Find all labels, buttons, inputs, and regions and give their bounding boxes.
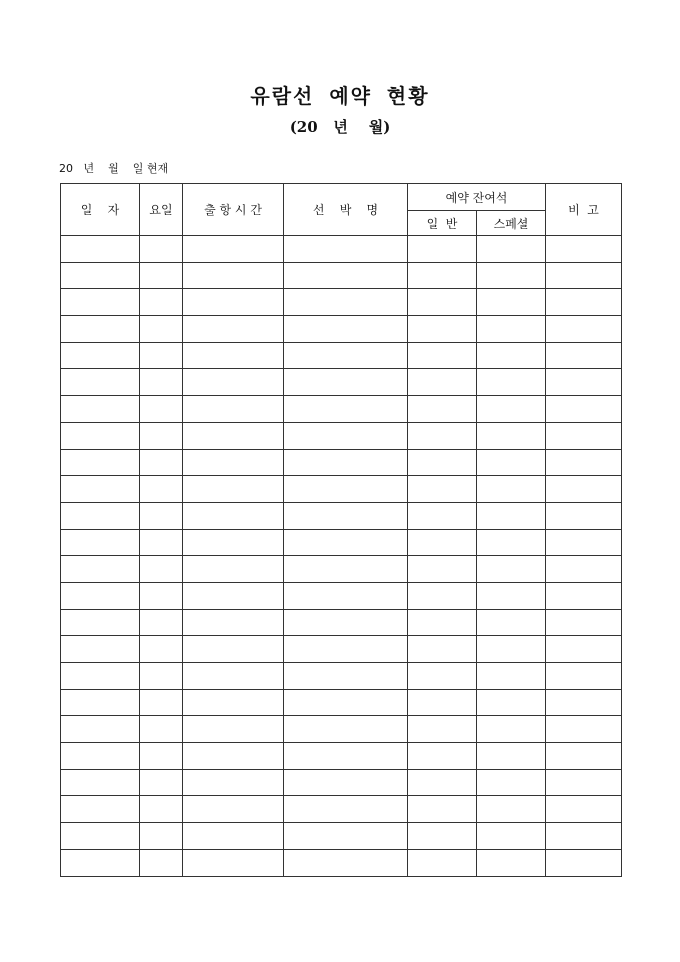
note-cell: [546, 369, 622, 396]
date-cell: [61, 609, 140, 636]
general-cell: [408, 342, 477, 369]
general-cell: [408, 663, 477, 690]
departure-cell: [183, 663, 284, 690]
special-cell: [477, 529, 546, 556]
table-row: [61, 689, 622, 716]
date-cell: [61, 716, 140, 743]
special-cell: [477, 796, 546, 823]
table-row: [61, 582, 622, 609]
date-cell: [61, 636, 140, 663]
general-cell: [408, 769, 477, 796]
note-cell: [546, 823, 622, 850]
vessel-cell: [284, 743, 408, 770]
table-row: [61, 396, 622, 423]
departure-cell: [183, 849, 284, 876]
header-departure-time: 출 항 시 간: [183, 184, 284, 236]
vessel-cell: [284, 849, 408, 876]
day-cell: [140, 289, 183, 316]
departure-cell: [183, 609, 284, 636]
general-cell: [408, 743, 477, 770]
table-body: [61, 236, 622, 877]
special-cell: [477, 823, 546, 850]
special-cell: [477, 369, 546, 396]
vessel-cell: [284, 609, 408, 636]
table-row: [61, 716, 622, 743]
date-cell: [61, 342, 140, 369]
vessel-cell: [284, 716, 408, 743]
special-cell: [477, 663, 546, 690]
departure-cell: [183, 289, 284, 316]
date-cell: [61, 262, 140, 289]
date-cell: [61, 582, 140, 609]
header-day: 요일: [140, 184, 183, 236]
day-cell: [140, 396, 183, 423]
special-cell: [477, 582, 546, 609]
departure-cell: [183, 396, 284, 423]
departure-cell: [183, 316, 284, 343]
page-title: 유람선 예약 현황: [250, 84, 430, 108]
note-cell: [546, 529, 622, 556]
table-row: [61, 369, 622, 396]
general-cell: [408, 396, 477, 423]
table-row: [61, 449, 622, 476]
departure-cell: [183, 636, 284, 663]
day-cell: [140, 529, 183, 556]
general-cell: [408, 502, 477, 529]
departure-cell: [183, 236, 284, 263]
note-cell: [546, 796, 622, 823]
date-cell: [61, 316, 140, 343]
date-cell: [61, 236, 140, 263]
day-cell: [140, 823, 183, 850]
vessel-cell: [284, 396, 408, 423]
day-cell: [140, 236, 183, 263]
general-cell: [408, 716, 477, 743]
reservation-table: [60, 183, 622, 877]
day-cell: [140, 449, 183, 476]
day-cell: [140, 582, 183, 609]
vessel-cell: [284, 316, 408, 343]
header-general: 일 반: [408, 211, 477, 236]
date-cell: [61, 849, 140, 876]
date-cell: [61, 663, 140, 690]
general-cell: [408, 556, 477, 583]
general-cell: [408, 422, 477, 449]
table-row: [61, 556, 622, 583]
table-row: [61, 262, 622, 289]
day-cell: [140, 716, 183, 743]
vessel-cell: [284, 422, 408, 449]
header-special: 스페셜: [477, 211, 546, 236]
vessel-cell: [284, 236, 408, 263]
general-cell: [408, 369, 477, 396]
day-cell: [140, 769, 183, 796]
departure-cell: [183, 823, 284, 850]
departure-cell: [183, 449, 284, 476]
general-cell: [408, 316, 477, 343]
note-cell: [546, 689, 622, 716]
page-subtitle: (20 년 월): [289, 118, 391, 136]
special-cell: [477, 689, 546, 716]
vessel-cell: [284, 636, 408, 663]
vessel-cell: [284, 663, 408, 690]
note-cell: [546, 422, 622, 449]
note-cell: [546, 849, 622, 876]
date-cell: [61, 449, 140, 476]
date-cell: [61, 422, 140, 449]
table-row: [61, 316, 622, 343]
departure-cell: [183, 262, 284, 289]
vessel-cell: [284, 769, 408, 796]
day-cell: [140, 556, 183, 583]
special-cell: [477, 636, 546, 663]
note-cell: [546, 609, 622, 636]
general-cell: [408, 262, 477, 289]
date-cell: [61, 476, 140, 503]
table-row: [61, 663, 622, 690]
note-cell: [546, 663, 622, 690]
departure-cell: [183, 689, 284, 716]
day-cell: [140, 743, 183, 770]
departure-cell: [183, 422, 284, 449]
note-cell: [546, 582, 622, 609]
day-cell: [140, 609, 183, 636]
special-cell: [477, 556, 546, 583]
date-cell: [61, 796, 140, 823]
departure-cell: [183, 369, 284, 396]
vessel-cell: [284, 342, 408, 369]
departure-cell: [183, 529, 284, 556]
vessel-cell: [284, 582, 408, 609]
departure-cell: [183, 796, 284, 823]
general-cell: [408, 449, 477, 476]
special-cell: [477, 316, 546, 343]
general-cell: [408, 849, 477, 876]
table-row: [61, 342, 622, 369]
special-cell: [477, 769, 546, 796]
day-cell: [140, 476, 183, 503]
note-cell: [546, 449, 622, 476]
day-cell: [140, 422, 183, 449]
departure-cell: [183, 342, 284, 369]
note-cell: [546, 342, 622, 369]
departure-cell: [183, 743, 284, 770]
departure-cell: [183, 582, 284, 609]
special-cell: [477, 422, 546, 449]
general-cell: [408, 609, 477, 636]
table-row: [61, 236, 622, 263]
date-cell: [61, 823, 140, 850]
general-cell: [408, 529, 477, 556]
vessel-cell: [284, 689, 408, 716]
vessel-cell: [284, 556, 408, 583]
special-cell: [477, 502, 546, 529]
general-cell: [408, 289, 477, 316]
table-row: [61, 743, 622, 770]
note-cell: [546, 262, 622, 289]
note-cell: [546, 396, 622, 423]
as-of-date: 20 년 월 일 현재: [59, 162, 169, 175]
table-row: [61, 529, 622, 556]
note-cell: [546, 316, 622, 343]
header-note: 비 고: [546, 184, 622, 236]
general-cell: [408, 236, 477, 263]
vessel-cell: [284, 369, 408, 396]
note-cell: [546, 743, 622, 770]
general-cell: [408, 689, 477, 716]
note-cell: [546, 769, 622, 796]
note-cell: [546, 716, 622, 743]
vessel-cell: [284, 796, 408, 823]
day-cell: [140, 262, 183, 289]
date-cell: [61, 556, 140, 583]
vessel-cell: [284, 262, 408, 289]
general-cell: [408, 582, 477, 609]
day-cell: [140, 316, 183, 343]
special-cell: [477, 716, 546, 743]
date-cell: [61, 396, 140, 423]
day-cell: [140, 369, 183, 396]
table-row: [61, 823, 622, 850]
special-cell: [477, 289, 546, 316]
header-date: 일 자: [61, 184, 140, 236]
departure-cell: [183, 716, 284, 743]
date-cell: [61, 289, 140, 316]
table-row: [61, 502, 622, 529]
day-cell: [140, 663, 183, 690]
special-cell: [477, 609, 546, 636]
general-cell: [408, 476, 477, 503]
day-cell: [140, 342, 183, 369]
special-cell: [477, 743, 546, 770]
special-cell: [477, 236, 546, 263]
special-cell: [477, 849, 546, 876]
special-cell: [477, 396, 546, 423]
departure-cell: [183, 476, 284, 503]
day-cell: [140, 796, 183, 823]
special-cell: [477, 342, 546, 369]
table-row: [61, 289, 622, 316]
date-cell: [61, 529, 140, 556]
vessel-cell: [284, 823, 408, 850]
day-cell: [140, 502, 183, 529]
day-cell: [140, 689, 183, 716]
special-cell: [477, 449, 546, 476]
table-row: [61, 849, 622, 876]
table-row: [61, 476, 622, 503]
note-cell: [546, 556, 622, 583]
header-vessel-name: 선 박 명: [284, 184, 408, 236]
date-cell: [61, 689, 140, 716]
date-cell: [61, 743, 140, 770]
general-cell: [408, 823, 477, 850]
header-remaining-seats: 예약 잔여석: [408, 184, 546, 211]
vessel-cell: [284, 502, 408, 529]
vessel-cell: [284, 529, 408, 556]
departure-cell: [183, 502, 284, 529]
departure-cell: [183, 556, 284, 583]
note-cell: [546, 289, 622, 316]
table-row: [61, 422, 622, 449]
date-cell: [61, 769, 140, 796]
table-row: [61, 796, 622, 823]
vessel-cell: [284, 449, 408, 476]
vessel-cell: [284, 289, 408, 316]
day-cell: [140, 849, 183, 876]
table-row: [61, 609, 622, 636]
note-cell: [546, 476, 622, 503]
vessel-cell: [284, 476, 408, 503]
departure-cell: [183, 769, 284, 796]
general-cell: [408, 796, 477, 823]
special-cell: [477, 262, 546, 289]
special-cell: [477, 476, 546, 503]
date-cell: [61, 369, 140, 396]
general-cell: [408, 636, 477, 663]
table-row: [61, 636, 622, 663]
note-cell: [546, 636, 622, 663]
date-cell: [61, 502, 140, 529]
table-row: [61, 769, 622, 796]
day-cell: [140, 636, 183, 663]
note-cell: [546, 502, 622, 529]
note-cell: [546, 236, 622, 263]
